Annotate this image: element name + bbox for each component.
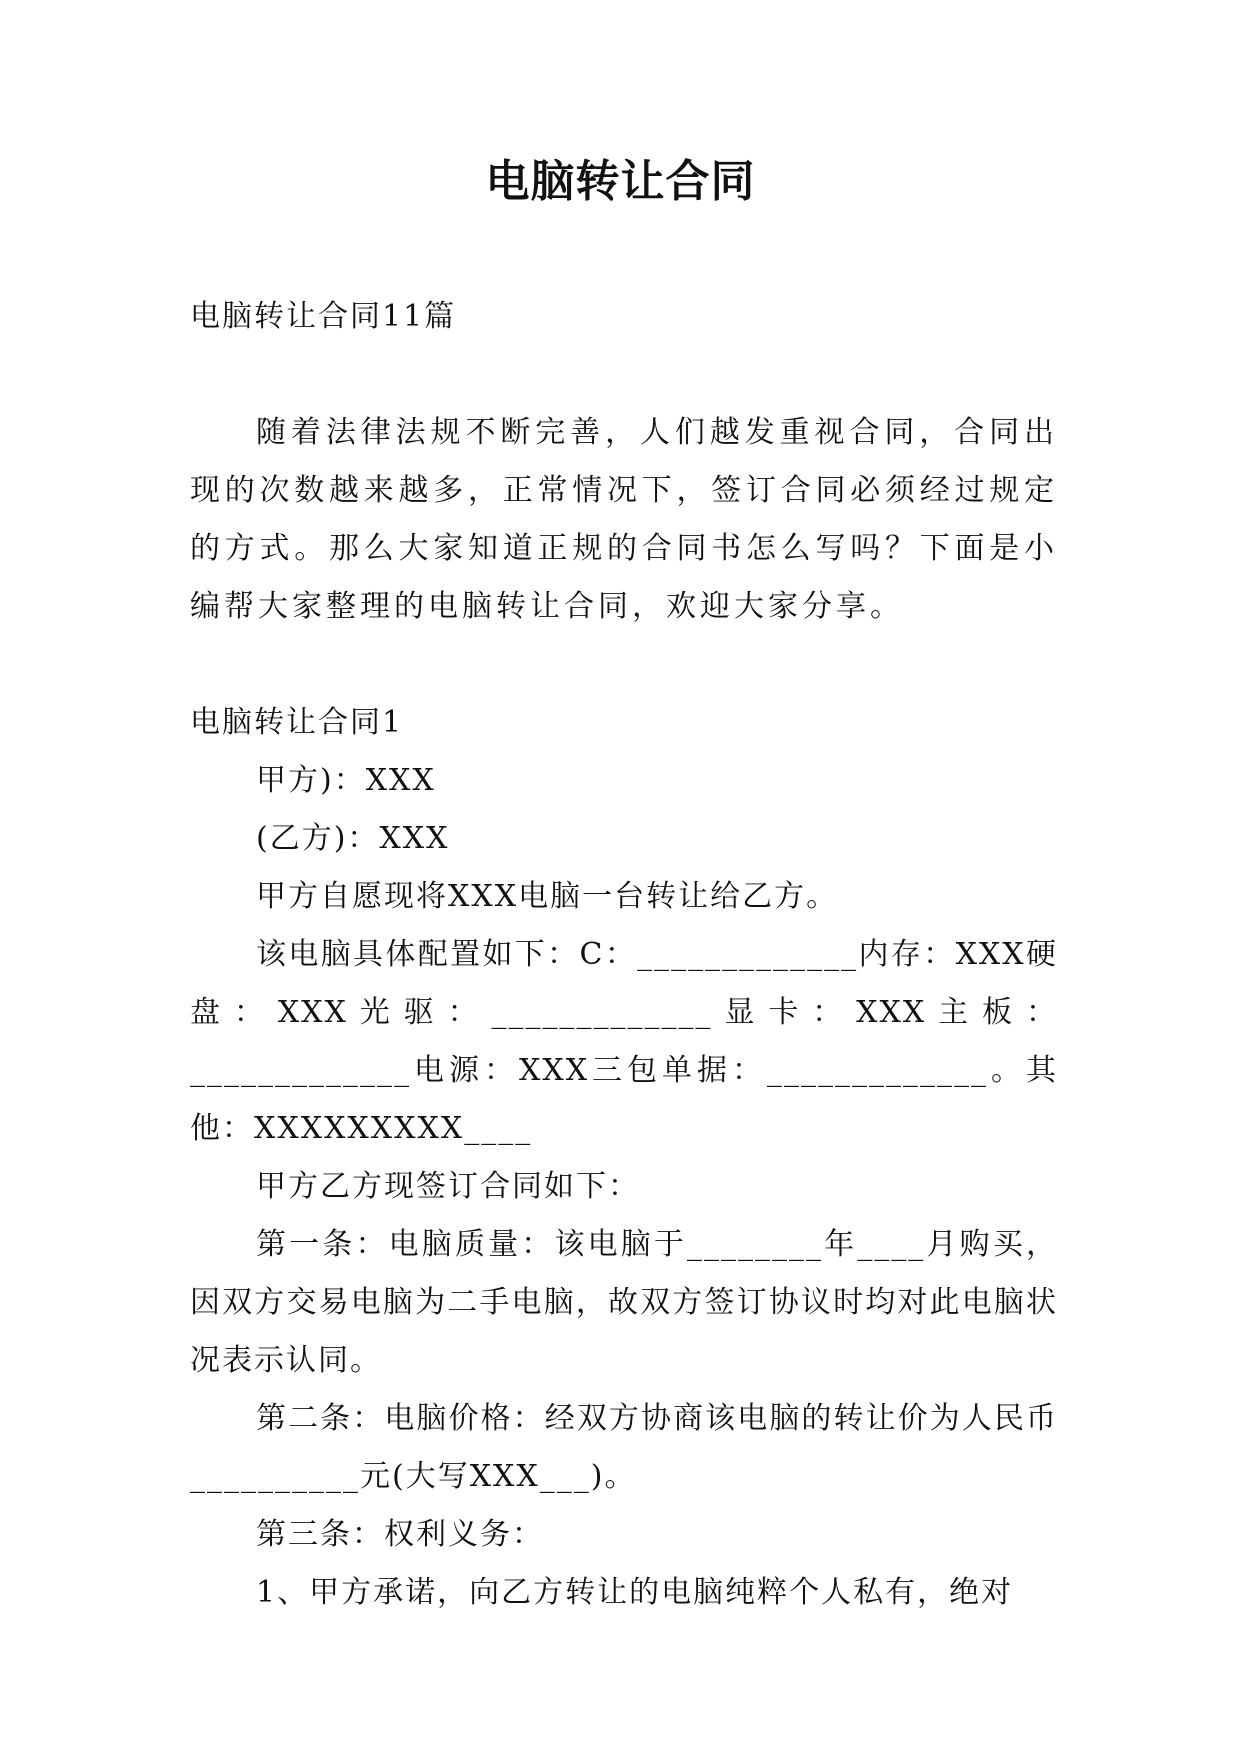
transfer-statement: 甲方自愿现将XXX电脑一台转让给乙方。 — [256, 879, 839, 914]
article-three-heading: 第三条：权利义务： — [256, 1517, 544, 1552]
article-one: 第一条：电脑质量：该电脑于________年____月购买，因双方交易电脑为二手电脑，故双方签订协议时均对此电脑状况表示认同。 — [190, 1227, 1058, 1378]
article-three-item-1: 1、甲方承诺，向乙方转让的电脑纯粹个人私有，绝对 — [256, 1575, 1014, 1610]
party-a-line: 甲方)：XXX — [256, 763, 436, 798]
intro-paragraph: 随着法律法规不断完善，人们越发重视合同，合同出现的次数越来越多，正常情况下，签订合同必须经过规定的方式。那么大家知道正规的合同书怎么写吗？下面是小编帮大家整理的电脑转让合同，欢迎大家分享。 — [190, 415, 1058, 624]
agreement-intro: 甲方乙方现签订合同如下： — [256, 1169, 640, 1204]
configuration-paragraph: 该电脑具体配置如下：C：_____________内存：XXX硬盘：XXX光驱：_____________显卡：XXX主板：_____________电源：XXX三包单据：_____________。其他：XXXXXXXXX____ — [190, 937, 1058, 1146]
article-two: 第二条：电脑价格：经双方协商该电脑的转让价为人民币__________元(大写XXX___)。 — [190, 1401, 1058, 1494]
document-body — [190, 288, 1058, 1622]
document-title: 电脑转让合同 — [485, 156, 756, 207]
party-b-line: (乙方)：XXX — [256, 821, 450, 856]
section-title: 电脑转让合同1 — [190, 705, 404, 740]
document-subtitle: 电脑转让合同11篇 — [190, 299, 457, 334]
